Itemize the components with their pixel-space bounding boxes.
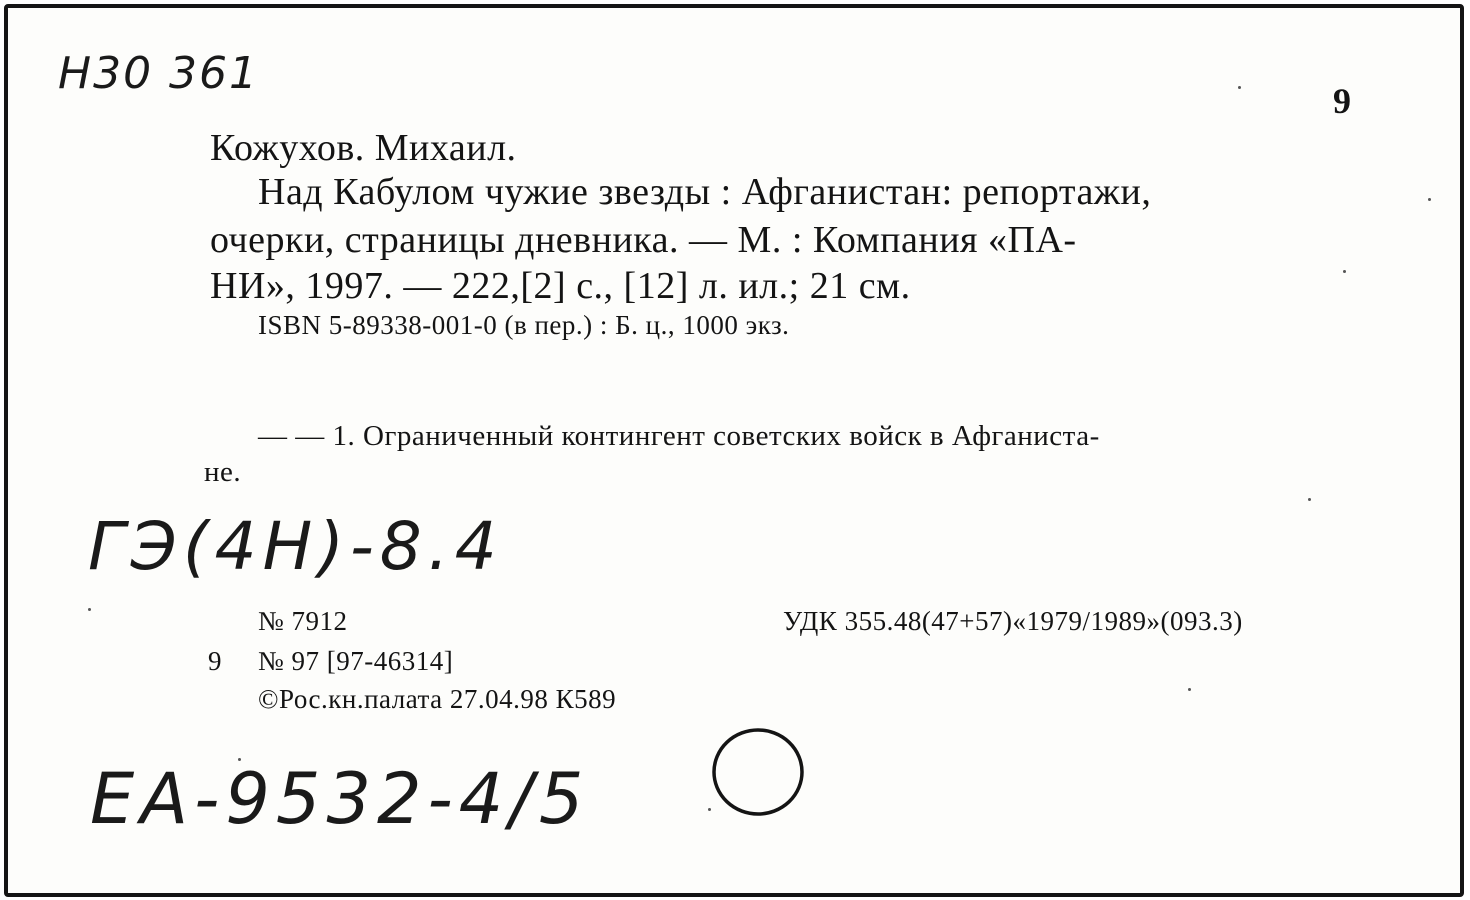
handwritten-inventory-number: ЕА-9532-4/5 [90,758,590,840]
title-line-2: очерки, страницы дневника. — М. : Компания «ПА- [210,219,1077,261]
registration-number-2: № 97 [97-46314] [258,646,454,676]
speck [1188,688,1191,691]
registration-number: № 7912 [258,606,348,636]
udk-code: УДК 355.48(47+57)«1979/1989»(093.3) [783,606,1243,636]
number-prefix: 9 [208,646,222,676]
title-line-1: Над Кабулом чужие звезды : Афганистан: репортажи, [258,171,1152,213]
speck [88,608,91,611]
speck [1308,498,1311,501]
handwritten-classification: ГЭ(4Н)-8.4 [88,508,503,585]
handwritten-shelf-mark: Н30 361 [58,48,260,99]
speck [1428,198,1431,201]
speck [1343,270,1346,273]
subject-line-1: — — 1. Ограниченный контингент советских войск в Афганиста- [258,420,1100,452]
book-chamber-line: ©Рос.кн.палата 27.04.98 К589 [258,684,617,714]
subject-line-2: не. [204,456,242,488]
title-line-3: НИ», 1997. — 222,[2] с., [12] л. ил.; 21 см. [210,265,911,307]
speck [1238,86,1241,89]
isbn-line: ISBN 5-89338-001-0 (в пер.) : Б. ц., 1000 экз. [258,310,790,340]
author: Кожухов. Михаил. [210,127,517,169]
card-number: 9 [1333,81,1351,121]
punch-hole-icon [708,726,808,826]
catalog-card [4,4,1464,897]
